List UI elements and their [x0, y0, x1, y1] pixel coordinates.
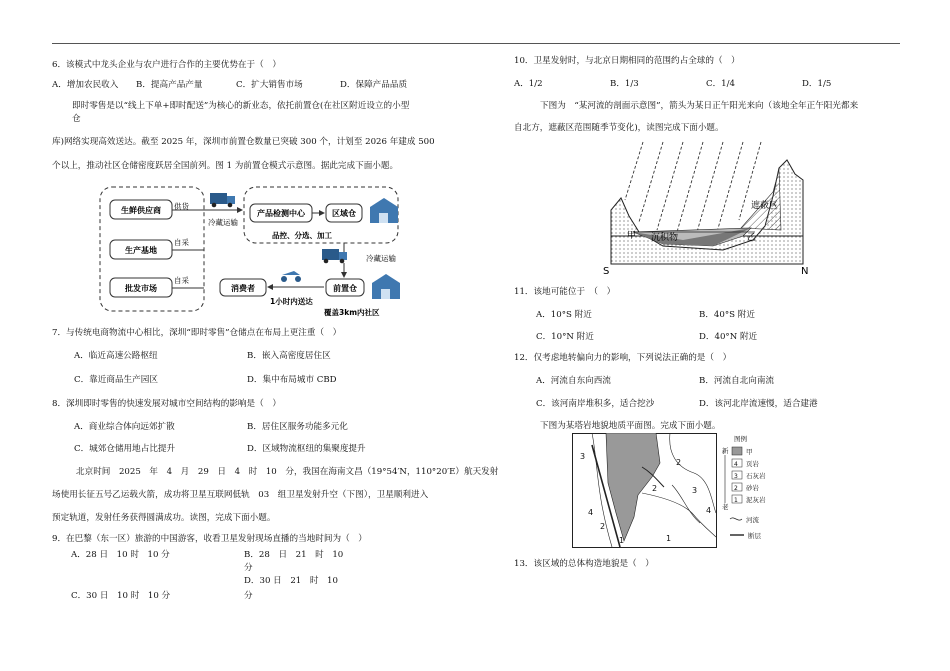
production-base-label: 生产基地: [125, 246, 157, 255]
q6-option-c[interactable]: C．扩大销售市场: [236, 80, 303, 90]
map-label-6: 3: [692, 486, 698, 495]
legend-num-2: 2: [734, 485, 738, 492]
q6-option-a[interactable]: A．增加农民收入: [52, 80, 119, 90]
q9-option-d[interactable]: D．30 日 21 时 10: [244, 576, 338, 586]
q6-stem: 6．该模式中龙头企业与农户进行合作的主要优势在于（ ）: [52, 60, 281, 70]
q10-option-b[interactable]: B．1/3: [610, 79, 639, 89]
north-label: N: [801, 266, 809, 277]
map-label-4: 2: [652, 484, 658, 493]
cold-transport-1: 冷藏运输: [208, 218, 238, 227]
legend-item-jia: 甲: [746, 448, 753, 456]
q9-stem: 9．在巴黎（东一区）旅游的中国游客，收看卫星发射现场直播的当地时间为（ ）: [52, 534, 367, 544]
q9-option-c[interactable]: C．30 日 10 时 10 分: [71, 591, 171, 601]
deliver-label: 1小时内送达: [270, 297, 313, 306]
q10-option-c[interactable]: C．1/4: [706, 79, 735, 89]
q7-option-a[interactable]: A．临近高速公路枢纽: [74, 351, 158, 361]
legend-num-4: 4: [734, 461, 738, 468]
regional-warehouse-label: 区域仓: [332, 209, 356, 218]
yi-label: 乙: [747, 233, 757, 243]
legend-fault: 断层: [748, 532, 761, 540]
q10-option-a[interactable]: A．1/2: [514, 79, 543, 89]
south-label: S: [603, 266, 610, 277]
q12-option-a[interactable]: A．河流自东向西流: [536, 376, 611, 386]
map-label-5: 2: [676, 458, 682, 467]
legend-title: 图例: [734, 435, 747, 443]
truck-icon-2: [322, 249, 347, 263]
legend-item-shale: 页岩: [746, 460, 759, 468]
fresh-supplier-label: 生鲜供应商: [121, 206, 161, 215]
river-profile-diagram: [603, 140, 813, 278]
warehouse-icon: [370, 198, 398, 223]
q9-option-a[interactable]: A．28 日 10 时 10 分: [71, 550, 170, 560]
q6-option-d[interactable]: D．保障产品品质: [340, 80, 408, 90]
legend-num-1: 1: [734, 497, 738, 504]
q12-option-b[interactable]: B．河流自北向南流: [699, 376, 775, 386]
q12-option-d[interactable]: D．该河北岸流速慢，适合建港: [699, 399, 818, 409]
q9-option-d-suffix: 分: [244, 591, 253, 601]
passage1-line4: 个以上，推动社区仓储密度跃居全国前列。图 1 为前置仓模式示意图。据此完成下面小题。: [52, 161, 399, 171]
q8-option-c[interactable]: C．城郊仓储用地占比提升: [74, 444, 176, 454]
map-legend: [722, 434, 766, 540]
wholesale-market-label: 批发市场: [125, 284, 157, 293]
front-warehouse-diagram: [96, 183, 426, 318]
truck-icon: [210, 193, 235, 207]
legend-num-3: 3: [734, 473, 738, 480]
sediment-label: 沉积物: [651, 233, 679, 243]
shade-zone: [741, 170, 781, 230]
legend-river: 河流: [746, 516, 759, 524]
legend-item-marl: 泥灰岩: [746, 496, 766, 504]
q11-option-b[interactable]: B．40°S 附近: [699, 310, 755, 320]
self-purchase-2: 自采: [174, 276, 189, 285]
geology-map: [572, 433, 788, 549]
q10-option-d[interactable]: D．1/5: [802, 79, 832, 89]
process-label: 品控、分选、加工: [272, 231, 332, 240]
q9-option-b[interactable]: B．28 日 21 时 10: [244, 550, 344, 560]
map-label-7: 4: [706, 506, 712, 515]
scooter-icon: [281, 271, 301, 282]
front-warehouse-label: 前置仓: [333, 284, 357, 293]
top-rule: [52, 43, 900, 44]
q7-option-c[interactable]: C．靠近商品生产园区: [74, 375, 158, 385]
q8-option-a[interactable]: A．商业综合体向远郊扩散: [74, 422, 175, 432]
passage2-line2: 场使用长征五号乙运载火箭，成功将卫星互联网低轨 03 组卫星发射升空（下图），卫星顺利进入: [52, 490, 429, 500]
jia-label: 甲: [627, 231, 637, 241]
passage1-line3: 库)网络实现高效送达。截至 2025 年，深圳市前置仓数量已突破 300 个，计划至 2026 年建成 500: [52, 137, 435, 147]
warehouse-icon-2: [372, 274, 400, 299]
shade-label: 遮蔽区: [751, 201, 779, 211]
q12-stem: 12．仅考虑地转偏向力的影响，下列说法正确的是（ ）: [514, 353, 732, 363]
legend-item-limestone: 石灰岩: [746, 472, 766, 480]
map-label-8: 1: [666, 534, 672, 543]
supply-label: 供货: [174, 202, 189, 211]
consumer-label: 消费者: [231, 284, 255, 293]
map-label-0: 3: [580, 452, 586, 461]
self-purchase-1: 自采: [174, 238, 189, 247]
map-label-3: 1: [619, 536, 625, 545]
passage1-line1: 即时零售是以“线上下单+即时配送”为核心的新业态，依托前置仓(在社区附近设立的小型: [72, 101, 410, 111]
q6-option-b[interactable]: B．提高产品产量: [136, 80, 203, 90]
q10-stem: 10．卫星发射时，与北京日期相同的范围约占全球的（ ）: [514, 56, 740, 66]
map-label-1: 4: [588, 508, 594, 517]
q11-option-c[interactable]: C．10°N 附近: [536, 332, 594, 342]
q13-stem: 13．该区域的总体构造地貌是（ ）: [514, 559, 654, 569]
q7-option-d[interactable]: D．集中布局城市 CBD: [247, 375, 337, 385]
q11-option-a[interactable]: A．10°S 附近: [536, 310, 592, 320]
legend-item-sandstone: 砂岩: [746, 484, 759, 492]
q7-option-b[interactable]: B．嵌入高密度居住区: [247, 351, 331, 361]
inspection-center-label: 产品检测中心: [257, 209, 305, 218]
legend-new: 新: [722, 447, 729, 455]
coverage-label: 覆盖3km内社区: [324, 308, 380, 317]
q7-stem: 7．与传统电商物流中心相比，深圳“即时零售”仓储点在布局上更注重（ ）: [52, 328, 342, 338]
cold-transport-2: 冷藏运输: [366, 254, 396, 263]
q8-option-d[interactable]: D．区域物流枢纽的集聚度提升: [247, 444, 366, 454]
passage3-line2: 自北方，遮蔽区范围随季节变化)，读图完成下面小题。: [514, 123, 724, 133]
passage3-line1: 下图为 “某河流的剖面示意图”，箭头为某日正午阳光来向（该地全年正午阳光都来: [540, 101, 859, 111]
q11-option-d[interactable]: D．40°N 附近: [699, 332, 758, 342]
q8-option-b[interactable]: B．居住区服务功能多元化: [247, 422, 348, 432]
passage2-line3: 预定轨道，发射任务获得圆满成功。读图，完成下面小题。: [52, 513, 276, 523]
map-label-2: 2: [600, 522, 606, 531]
legend-old: 老: [722, 503, 729, 511]
q9-option-b-suffix: 分: [244, 563, 253, 573]
q12-option-c[interactable]: C．该河南岸堆积多，适合挖沙: [536, 399, 655, 409]
passage2-line1: 北京时间 2025 年 4 月 29 日 4 时 10 分，我国在海南文昌（19°54′N，110°20′E）航天发射: [76, 467, 499, 477]
passage1-line2: 仓: [72, 114, 81, 124]
q11-stem: 11．该地可能位于 （ ）: [514, 287, 616, 297]
passage4: 下图为某塔岩地貌地质平面图。完成下面小题。: [540, 421, 721, 431]
q8-stem: 8．深圳即时零售的快速发展对城市空间结构的影响是（ ）: [52, 399, 281, 409]
river-legend-icon: [730, 518, 742, 520]
